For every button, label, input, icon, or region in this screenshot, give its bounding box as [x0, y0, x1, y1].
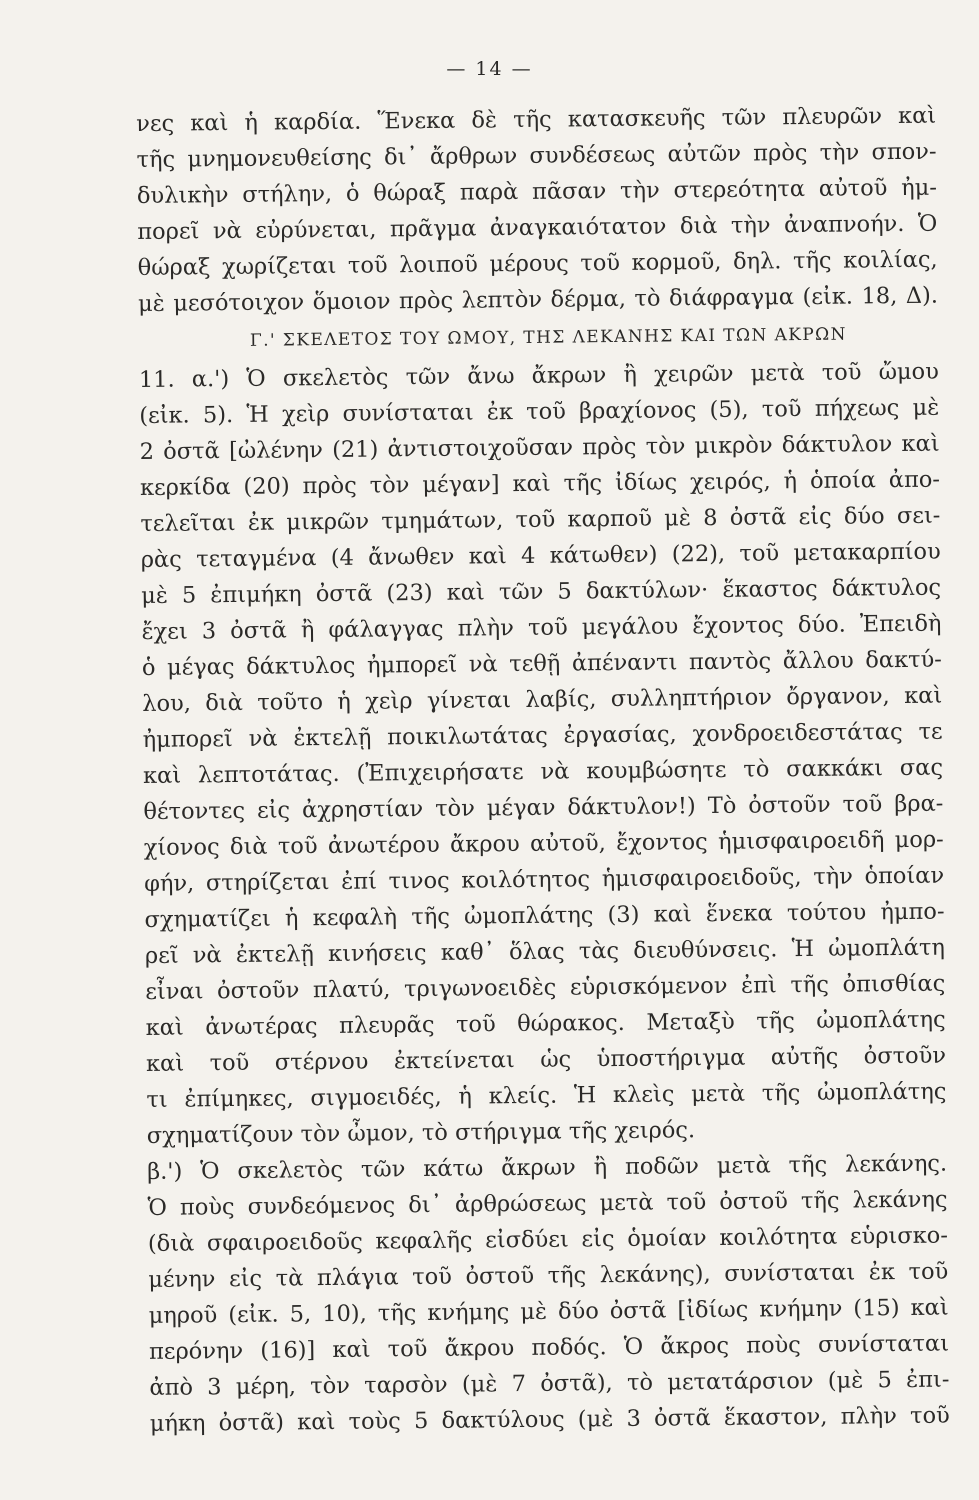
text-line: καὶ λεπτοτάτας. (Ἐπιχειρήσατε νὰ κουμβώσητε τὸ σακκάκι σας — [142, 754, 944, 789]
text-line: καὶ τοῦ στέρνου ἐκτείνεται ὡς ὑποστήριγμα αὐτῆς ὀστοῦν — [145, 1042, 947, 1077]
text-line: ἠμπορεῖ νὰ ἐκτελῇ ποικιλωτάτας ἐργασίας, χονδροειδεστάτας τε — [142, 718, 943, 753]
text-line: εἶναι ὀστοῦν πλατύ, τριγωνοειδὲς εὑρισκόμενον ἐπὶ τῆς ὀπισθίας — [145, 970, 946, 1005]
text-line: ὁ μέγας δάκτυλος ἠμπορεῖ νὰ τεθῇ ἀπέναντι παντὸς ἄλλου δακτύ- — [141, 646, 942, 681]
text-line: δυλικὴν στήλην, ὁ θώραξ παρὰ πᾶσαν τὴν στερεότητα αὐτοῦ ἠμ- — [136, 174, 938, 209]
page-body — [136, 98, 950, 1442]
text-line: (διὰ σφαιροειδοῦς κεφαλῆς εἰσδύει εἰς ὁμοίαν κοιλότητα εὑρισκο- — [147, 1222, 949, 1257]
text-line: β.') Ὁ σκελετὸς τῶν κάτω ἄκρων ἢ ποδῶν μετὰ τῆς λεκάνης. — [147, 1150, 948, 1185]
text-line: θέτοντες εἰς ἀχρηστίαν τὸν μέγαν δάκτυλον!) Τὸ ὀστοῦν τοῦ βρα- — [143, 790, 944, 825]
section-heading: Γ.' ΣΚΕΛΕΤΟΣ ΤΟΥ ΩΜΟΥ, ΤΗΣ ΛΕΚΑΝΗΣ ΚΑΙ ΤΩΝ ΑΚΡΩΝ — [249, 324, 848, 351]
text-line: φήν, στηρίζεται ἐπί τινος κοιλότητος ἡμισφαιροειδοῦς, τὴν ὁποίαν — [144, 862, 945, 897]
text-line: ἔχει 3 ὀστᾶ ἢ φάλαγγας πλὴν τοῦ μεγάλου ἔχοντος δύο. Ἐπειδὴ — [141, 610, 942, 645]
text-line: 2 ὀστᾶ [ὠλένην (21) ἀντιστοιχοῦσαν πρὸς τὸν μικρὸν δάκτυλον καὶ — [139, 430, 940, 465]
text-line: τῆς μνημονευθείσης δι᾿ ἄρθρων συνδέσεως αὐτῶν πρὸς τὴν σπον- — [136, 138, 937, 173]
text-line: θώραξ χωρίζεται τοῦ λοιποῦ μέρους τοῦ κορμοῦ, δηλ. τῆς κοιλίας, — [137, 246, 938, 281]
text-line: πορεῖ νὰ εὐρύνεται, πρᾶγμα ἀναγκαιότατον διὰ τὴν ἀναπνοήν. Ὁ — [137, 210, 938, 245]
text-line: καὶ ἀνωτέρας πλευρᾶς τοῦ θώρακος. Μεταξὺ τῆς ὠμοπλάτης — [145, 1006, 946, 1041]
text-line: περόνην (16)] καὶ τοῦ ἄκρου ποδός. Ὁ ἄκρος ποὺς συνίσταται — [148, 1330, 950, 1365]
text-line: τελεῖται ἐκ μικρῶν τμημάτων, τοῦ καρποῦ μὲ 8 ὀστᾶ εἰς δύο σει- — [140, 502, 941, 537]
text-line: τι ἐπίμηκες, σιγμοειδές, ἡ κλείς. Ἡ κλεὶς μετὰ τῆς ὠμοπλάτης — [146, 1078, 947, 1113]
text-line: (εἰκ. 5). Ἡ χεὶρ συνίσταται ἐκ τοῦ βραχίονος (5), τοῦ πήχεως μὲ — [139, 394, 940, 429]
page-number: — 14 — — [446, 58, 533, 80]
text-line: μένην εἰς τὰ πλάγια τοῦ ὀστοῦ τῆς λεκάνης), συνίσταται ἐκ τοῦ — [148, 1258, 949, 1293]
text-line: μήκη ὀστᾶ) καὶ τοὺς 5 δακτύλους (μὲ 3 ὀστᾶ ἕκαστον, πλὴν τοῦ — [149, 1402, 950, 1437]
text-line: ἀπὸ 3 μέρη, τὸν ταρσὸν (μὲ 7 ὀστᾶ), τὸ μετατάρσιον (μὲ 5 ἐπι- — [149, 1366, 950, 1401]
text-line: νες καὶ ἡ καρδία. Ἕνεκα δὲ τῆς κατασκευῆς τῶν πλευρῶν καὶ — [136, 102, 937, 137]
text-line: μὲ 5 ἐπιμήκη ὀστᾶ (23) καὶ τῶν 5 δακτύλων· ἕκαστος δάκτυλος — [140, 574, 942, 609]
text-line: κερκίδα (20) πρὸς τὸν μέγαν] καὶ τῆς ἰδίως χειρός, ἡ ὁποία ἀπο- — [139, 466, 941, 501]
text-line: 11. α.') Ὁ σκελετὸς τῶν ἄνω ἄκρων ἢ χειρῶν μετὰ τοῦ ὤμου — [138, 358, 939, 393]
text-line: χίονος διὰ τοῦ ἀνωτέρου ἄκρου αὐτοῦ, ἔχοντος ἡμισφαιροειδῆ μορ- — [143, 826, 944, 861]
text-line: ρεῖ νὰ ἐκτελῇ κινήσεις καθ᾿ ὅλας τὰς διευθύνσεις. Ἡ ὠμοπλάτη — [144, 934, 945, 969]
text-line: Ὁ ποὺς συνδεόμενος δι᾿ ἀρθρώσεως μετὰ τοῦ ὀστοῦ τῆς λεκάνης — [147, 1186, 948, 1221]
text-line: σχηματίζει ἡ κεφαλὴ τῆς ὠμοπλάτης (3) καὶ ἕνεκα τούτου ἠμπο- — [144, 898, 945, 933]
text-line: σχηματίζουν τὸν ὦμον, τὸ στήριγμα τῆς χειρός. — [146, 1117, 696, 1149]
text-line: ρὰς τεταγμένα (4 ἄνωθεν καὶ 4 κάτωθεν) (22), τοῦ μετακαρπίου — [140, 538, 941, 573]
text-line: μὲ μεσότοιχον ὅμοιον πρὸς λεπτὸν δέρμα, τὸ διάφραγμα (εἰκ. 18, Δ). — [137, 282, 939, 317]
text-line: λου, διὰ τοῦτο ἡ χεὶρ γίνεται λαβίς, συλληπτήριον ὄργανον, καὶ — [142, 682, 943, 717]
text-line: μηροῦ (εἰκ. 5, 10), τῆς κνήμης μὲ δύο ὀστᾶ [ἰδίως κνήμην (15) καὶ — [148, 1294, 949, 1329]
